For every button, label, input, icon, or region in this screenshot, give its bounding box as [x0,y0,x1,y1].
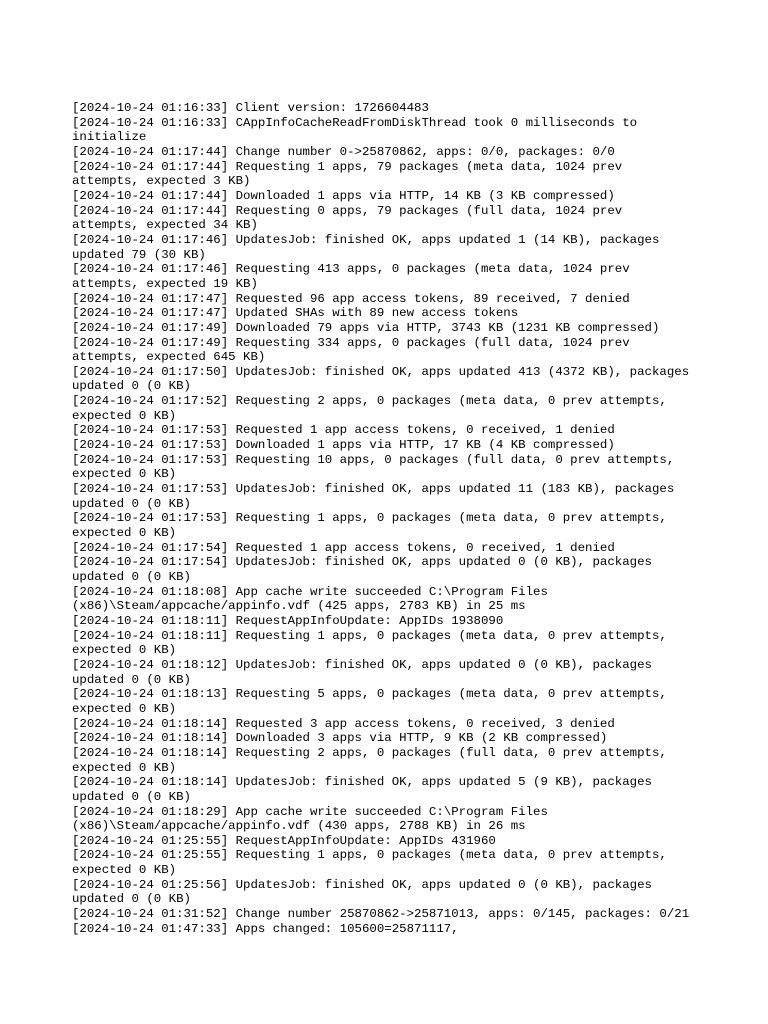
log-entry: [2024-10-24 01:17:44] Requesting 0 apps, 79 packages (full data, 1024 prev attempts, expected 34 KB) [72,203,623,233]
log-entry: [2024-10-24 01:16:33] Client version: 1726604483 [72,101,429,115]
log-entry: [2024-10-24 01:18:14] Requested 3 app access tokens, 0 received, 3 denied [72,716,615,731]
log-entry: [2024-10-24 01:47:33] Apps changed: 105600=25871117, [72,921,459,936]
log-entry: [2024-10-24 01:17:53] Downloaded 1 apps via HTTP, 17 KB (4 KB compressed) [72,438,615,453]
log-entry: [2024-10-24 01:17:53] Requesting 10 apps, 0 packages (full data, 0 prev attempts, expected 0 KB) [72,452,675,482]
log-entry: [2024-10-24 01:17:53] Requesting 1 apps, 0 packages (meta data, 0 prev attempts, expected 0 KB) [72,511,667,541]
log-entry: [2024-10-24 01:17:46] UpdatesJob: finished OK, apps updated 1 (14 KB), packages updated 79 (30 KB) [72,232,660,262]
log-entry: [2024-10-24 01:25:56] UpdatesJob: finished OK, apps updated 0 (0 KB), packages updated 0 (0 KB) [72,877,652,907]
log-entry: [2024-10-24 01:16:33] CAppInfoCacheReadFromDiskThread took 0 milliseconds to initialize [72,115,638,145]
log-entry: [2024-10-24 01:17:54] UpdatesJob: finished OK, apps updated 0 (0 KB), packages updated 0 (0 KB) [72,555,652,584]
log-entry: [2024-10-24 01:17:44] Requesting 1 apps, 79 packages (meta data, 1024 prev attempts, expected 3 KB) [72,159,623,189]
log-entry: [2024-10-24 01:25:55] RequestAppInfoUpdate: AppIDs 431960 [72,833,496,848]
log-entry: [2024-10-24 01:17:54] Requested 1 app access tokens, 0 received, 1 denied [72,540,615,555]
log-entry: [2024-10-24 01:17:52] Requesting 2 apps, 0 packages (meta data, 0 prev attempts, expected 0 KB) [72,394,667,423]
log-entry: [2024-10-24 01:31:52] Change number 25870862->25871013, apps: 0/145, packages: 0/21 [72,907,690,922]
log-entry: [2024-10-24 01:17:49] Requesting 334 apps, 0 packages (full data, 1024 prev attempts, expected 645 KB) [72,335,630,365]
log-entry: [2024-10-24 01:25:55] Requesting 1 apps, 0 packages (meta data, 0 prev attempts, expected 0 KB) [72,848,667,878]
log-entry: [2024-10-24 01:18:29] App cache write succeeded C:\Program Files (x86)\Steam/appcache/appinfo.vdf (430 apps, 2788 KB) in 26 ms [72,804,548,834]
log-entry: [2024-10-24 01:18:11] Requesting 1 apps, 0 packages (meta data, 0 prev attempts, expected 0 KB) [72,628,667,658]
log-entry: [2024-10-24 01:17:47] Updated SHAs with 89 new access tokens [72,306,519,321]
log-document [72,101,712,936]
log-entry: [2024-10-24 01:17:44] Change number 0->25870862, apps: 0/0, packages: 0/0 [72,144,615,159]
log-entry: [2024-10-24 01:17:46] Requesting 413 apps, 0 packages (meta data, 1024 prev attempts, expected 19 KB) [72,262,630,291]
log-entry: [2024-10-24 01:17:53] Requested 1 app access tokens, 0 received, 1 denied [72,423,615,438]
log-entry: [2024-10-24 01:18:12] UpdatesJob: finished OK, apps updated 0 (0 KB), packages updated 0 (0 KB) [72,657,652,687]
log-entry: [2024-10-24 01:17:47] Requested 96 app access tokens, 89 received, 7 denied [72,291,630,306]
log-entry: [2024-10-24 01:18:08] App cache write succeeded C:\Program Files (x86)\Steam/appcache/appinfo.vdf (425 apps, 2783 KB) in 25 ms [72,584,548,614]
log-entry: [2024-10-24 01:17:49] Downloaded 79 apps via HTTP, 3743 KB (1231 KB compressed) [72,320,660,335]
log-entry: [2024-10-24 01:18:14] Downloaded 3 apps via HTTP, 9 KB (2 KB compressed) [72,731,608,746]
log-entry: [2024-10-24 01:18:14] Requesting 2 apps, 0 packages (full data, 0 prev attempts, expected 0 KB) [72,745,667,775]
log-entry: [2024-10-24 01:17:53] UpdatesJob: finished OK, apps updated 11 (183 KB), packages updated 0 (0 KB) [72,482,675,511]
log-entry: [2024-10-24 01:17:50] UpdatesJob: finished OK, apps updated 413 (4372 KB), packages updated 0 (0 KB) [72,364,690,394]
log-entry: [2024-10-24 01:17:44] Downloaded 1 apps via HTTP, 14 KB (3 KB compressed) [72,188,615,203]
log-entry: [2024-10-24 01:18:11] RequestAppInfoUpdate: AppIDs 1938090 [72,613,504,628]
log-entry: [2024-10-24 01:18:14] UpdatesJob: finished OK, apps updated 5 (9 KB), packages updated 0 (0 KB) [72,775,652,804]
log-entry: [2024-10-24 01:18:13] Requesting 5 apps, 0 packages (meta data, 0 prev attempts, expected 0 KB) [72,687,667,716]
